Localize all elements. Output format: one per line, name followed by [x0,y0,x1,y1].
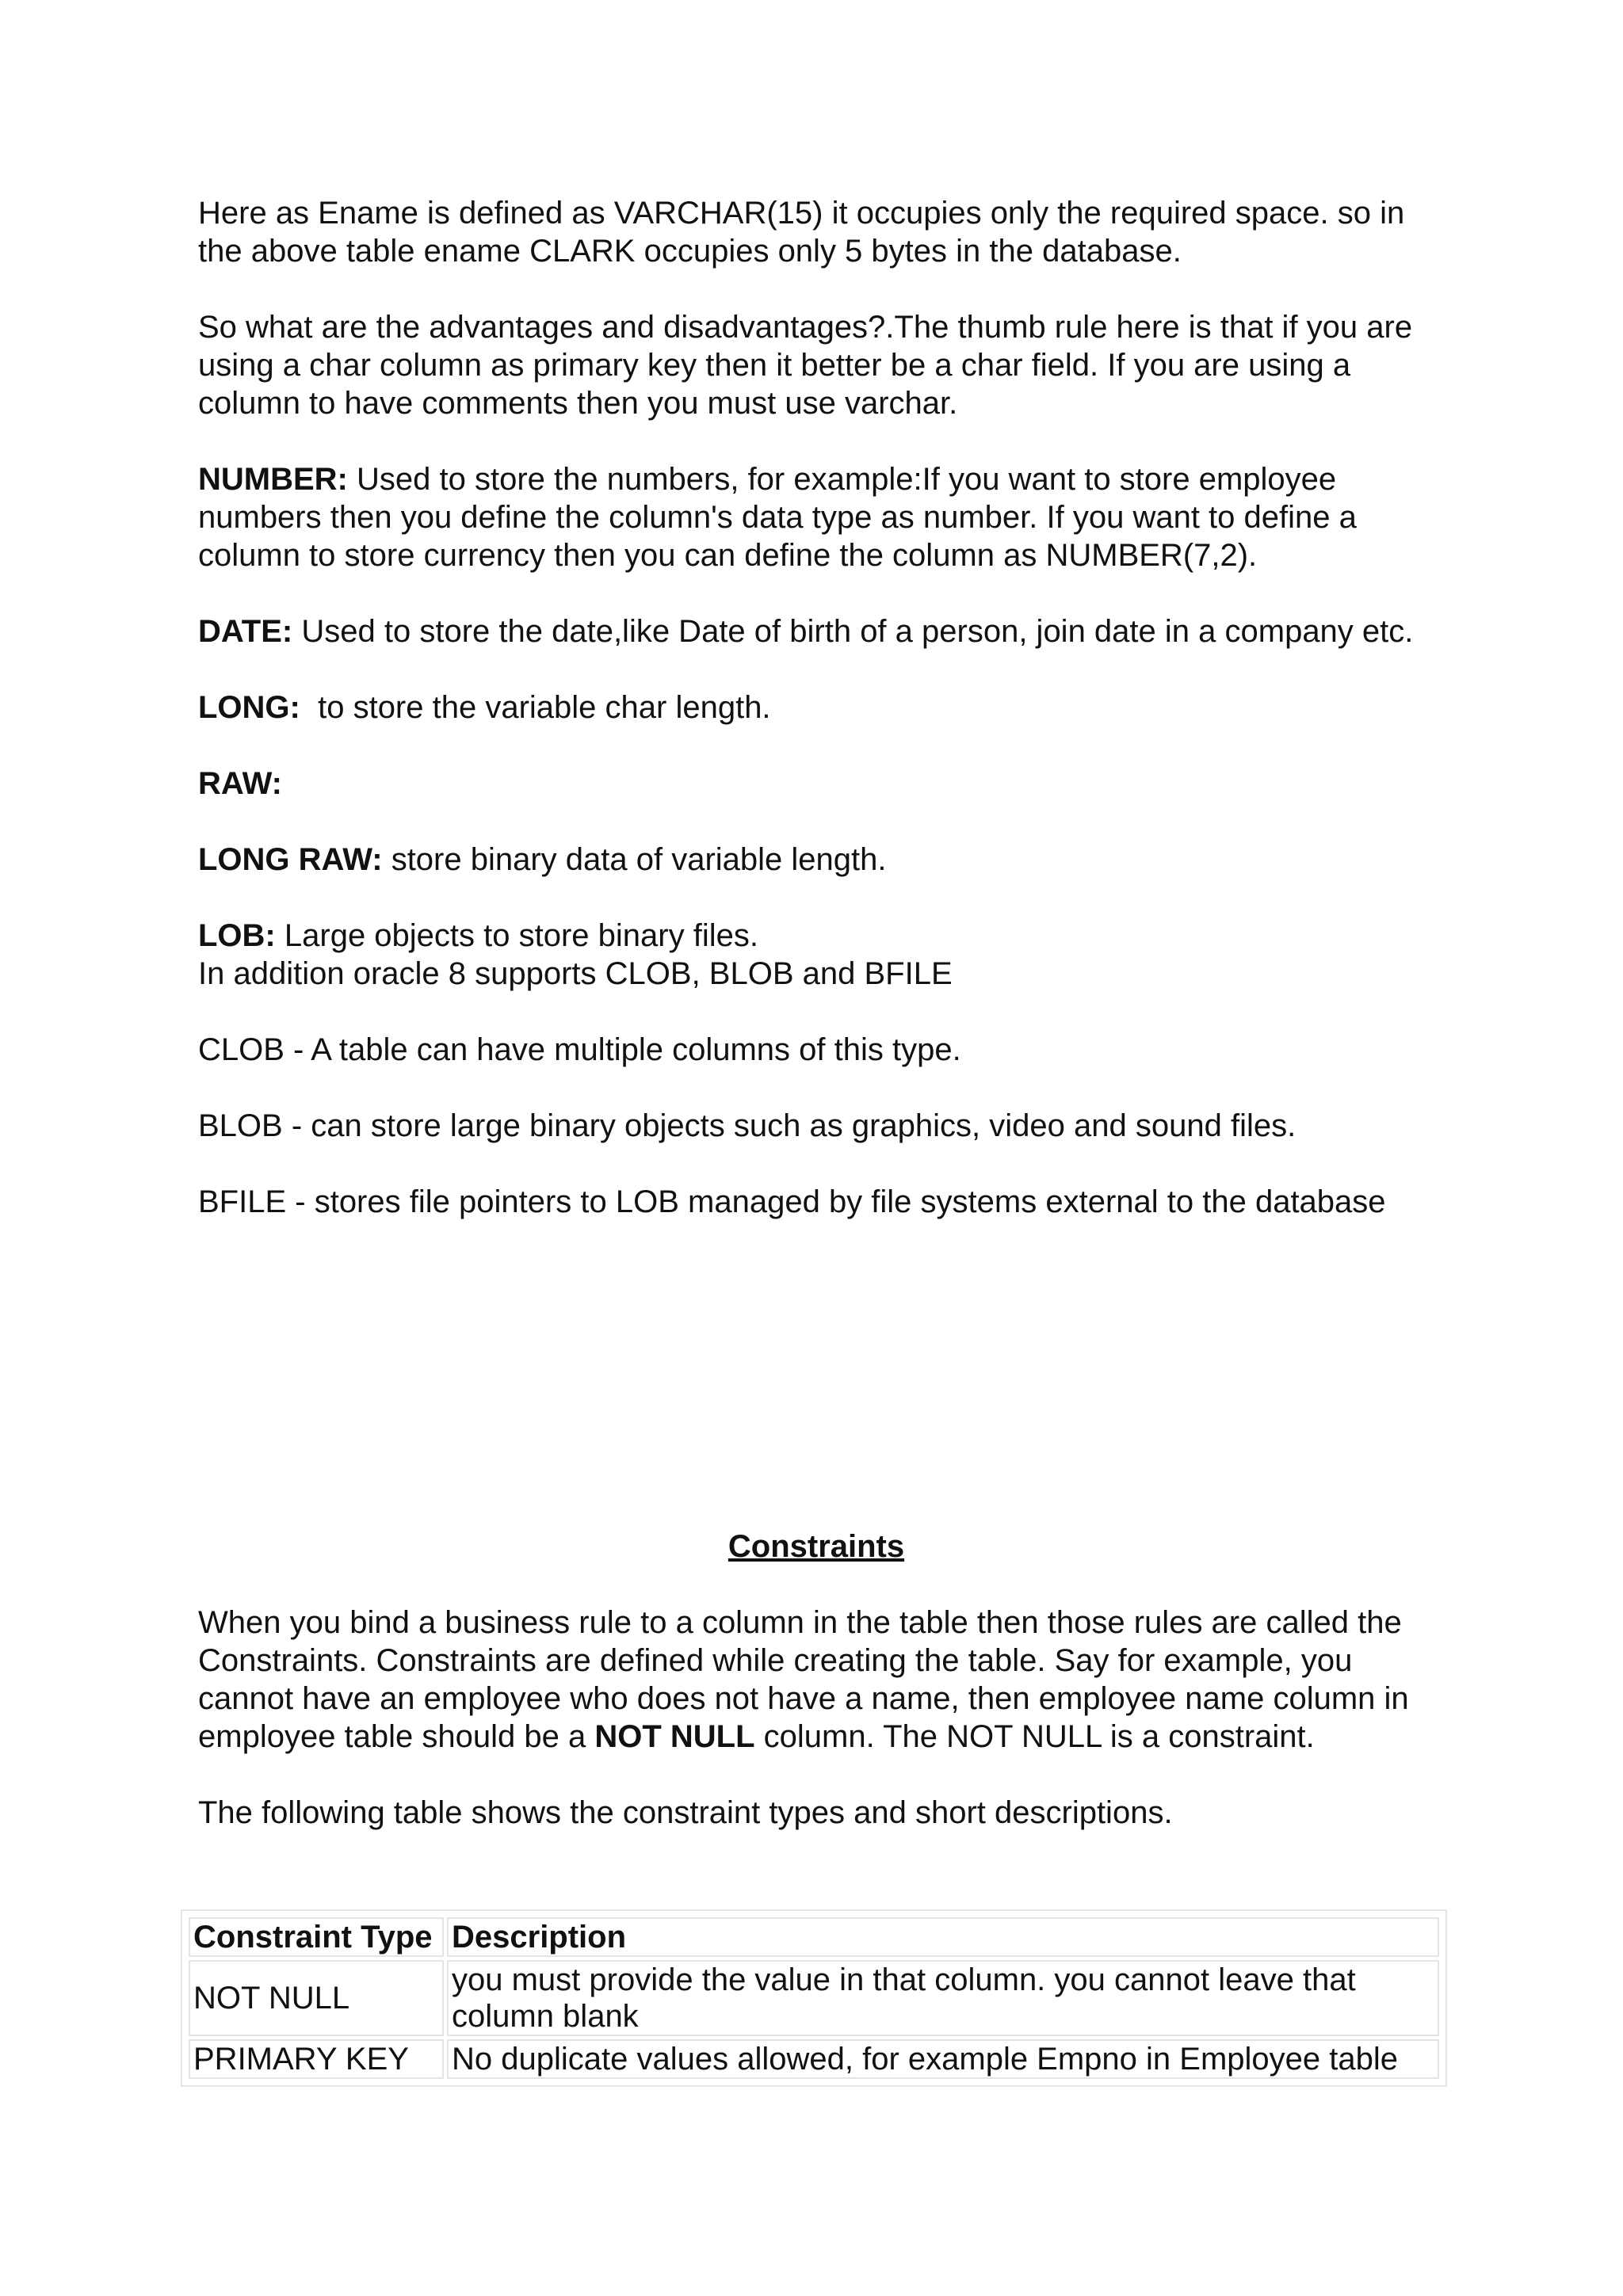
column-header: Constraint Type [189,1917,444,1957]
term-label: LOB: [198,918,276,953]
paragraph-text: Here as Ename is defined as VARCHAR(15) it occupies only the required space. so in the above table ename CLARK occupies only 5 bytes in the database. [198,196,1405,269]
paragraph-text: In addition oracle 8 supports CLOB, BLOB and BFILE [198,956,953,991]
table-cell: you must provide the value in that column. you cannot leave that column blank [447,1960,1439,2036]
paragraph-long [198,688,1434,727]
document-body [198,194,1434,1259]
term-description: Large objects to store binary files. [275,918,758,953]
paragraph-raw [198,765,1434,803]
paragraph-text: So what are the advantages and disadvantages?.The thumb rule here is that if you are using a char column as primary key then it better be a char field. If you are using a column to have comments then you must use varchar. [198,310,1413,421]
paragraph-text: CLOB - A table can have multiple columns of this type. [198,1032,961,1067]
paragraph-text: When you bind a business rule to a column in the table then those rules are called the Constraints. Constraints are defined while creating the table. Say for example, you cannot have an employee who does not have a name, then employee name column in employee table should be a [198,1605,1409,1754]
paragraph-text: The following table shows the constraint types and short descriptions. [198,1795,1173,1830]
term-description: Used to store the date,like Date of birth of a person, join date in a company etc. [292,614,1414,649]
paragraph-lob [198,917,1434,955]
paragraph-lob-line2 [198,955,1434,993]
paragraph-text: column. The NOT NULL is a constraint. [754,1719,1315,1754]
term-description: Used to store the numbers, for example:If you want to store employee numbers then you define the column's data type as number. If you want to define a column to store currency then you can define the column as NUMBER(7,2). [198,462,1357,573]
term-description: store binary data of variable length. [382,842,887,877]
paragraph-date [198,612,1434,650]
table-row [189,1960,1439,2036]
constraints-table [181,1909,1447,2087]
term-label: RAW: [198,766,282,801]
paragraph-constraints-intro [198,1604,1434,1756]
column-header: Description [447,1917,1439,1957]
paragraph-long-raw [198,841,1434,879]
paragraph-blob [198,1107,1434,1145]
paragraph-number [198,460,1434,574]
term-label: NUMBER: [198,462,348,497]
paragraph-text: BFILE - stores file pointers to LOB managed by file systems external to the database [198,1184,1386,1219]
table-cell: No duplicate values allowed, for example Empno in Employee table [447,2039,1439,2079]
term-label: DATE: [198,614,293,649]
paragraph-text: BLOB - can store large binary objects such as graphics, video and sound files. [198,1108,1296,1143]
term-label: LONG: [198,690,300,725]
constraints-section [198,1604,1434,1870]
bold-term: NOT NULL [594,1719,755,1754]
section-heading-constraints: Constraints [727,1529,905,1564]
paragraph-varchar [198,194,1434,270]
paragraph-table-intro [198,1794,1434,1832]
paragraph-advantages [198,308,1434,422]
table-cell: PRIMARY KEY [189,2039,444,2079]
paragraph-bfile [198,1183,1434,1221]
table-cell: NOT NULL [189,1960,444,2036]
table-row [189,2039,1439,2079]
paragraph-clob [198,1031,1434,1069]
table-header-row [189,1917,1439,1957]
term-label: LONG RAW: [198,842,383,877]
term-description: to store the variable char length. [300,690,771,725]
